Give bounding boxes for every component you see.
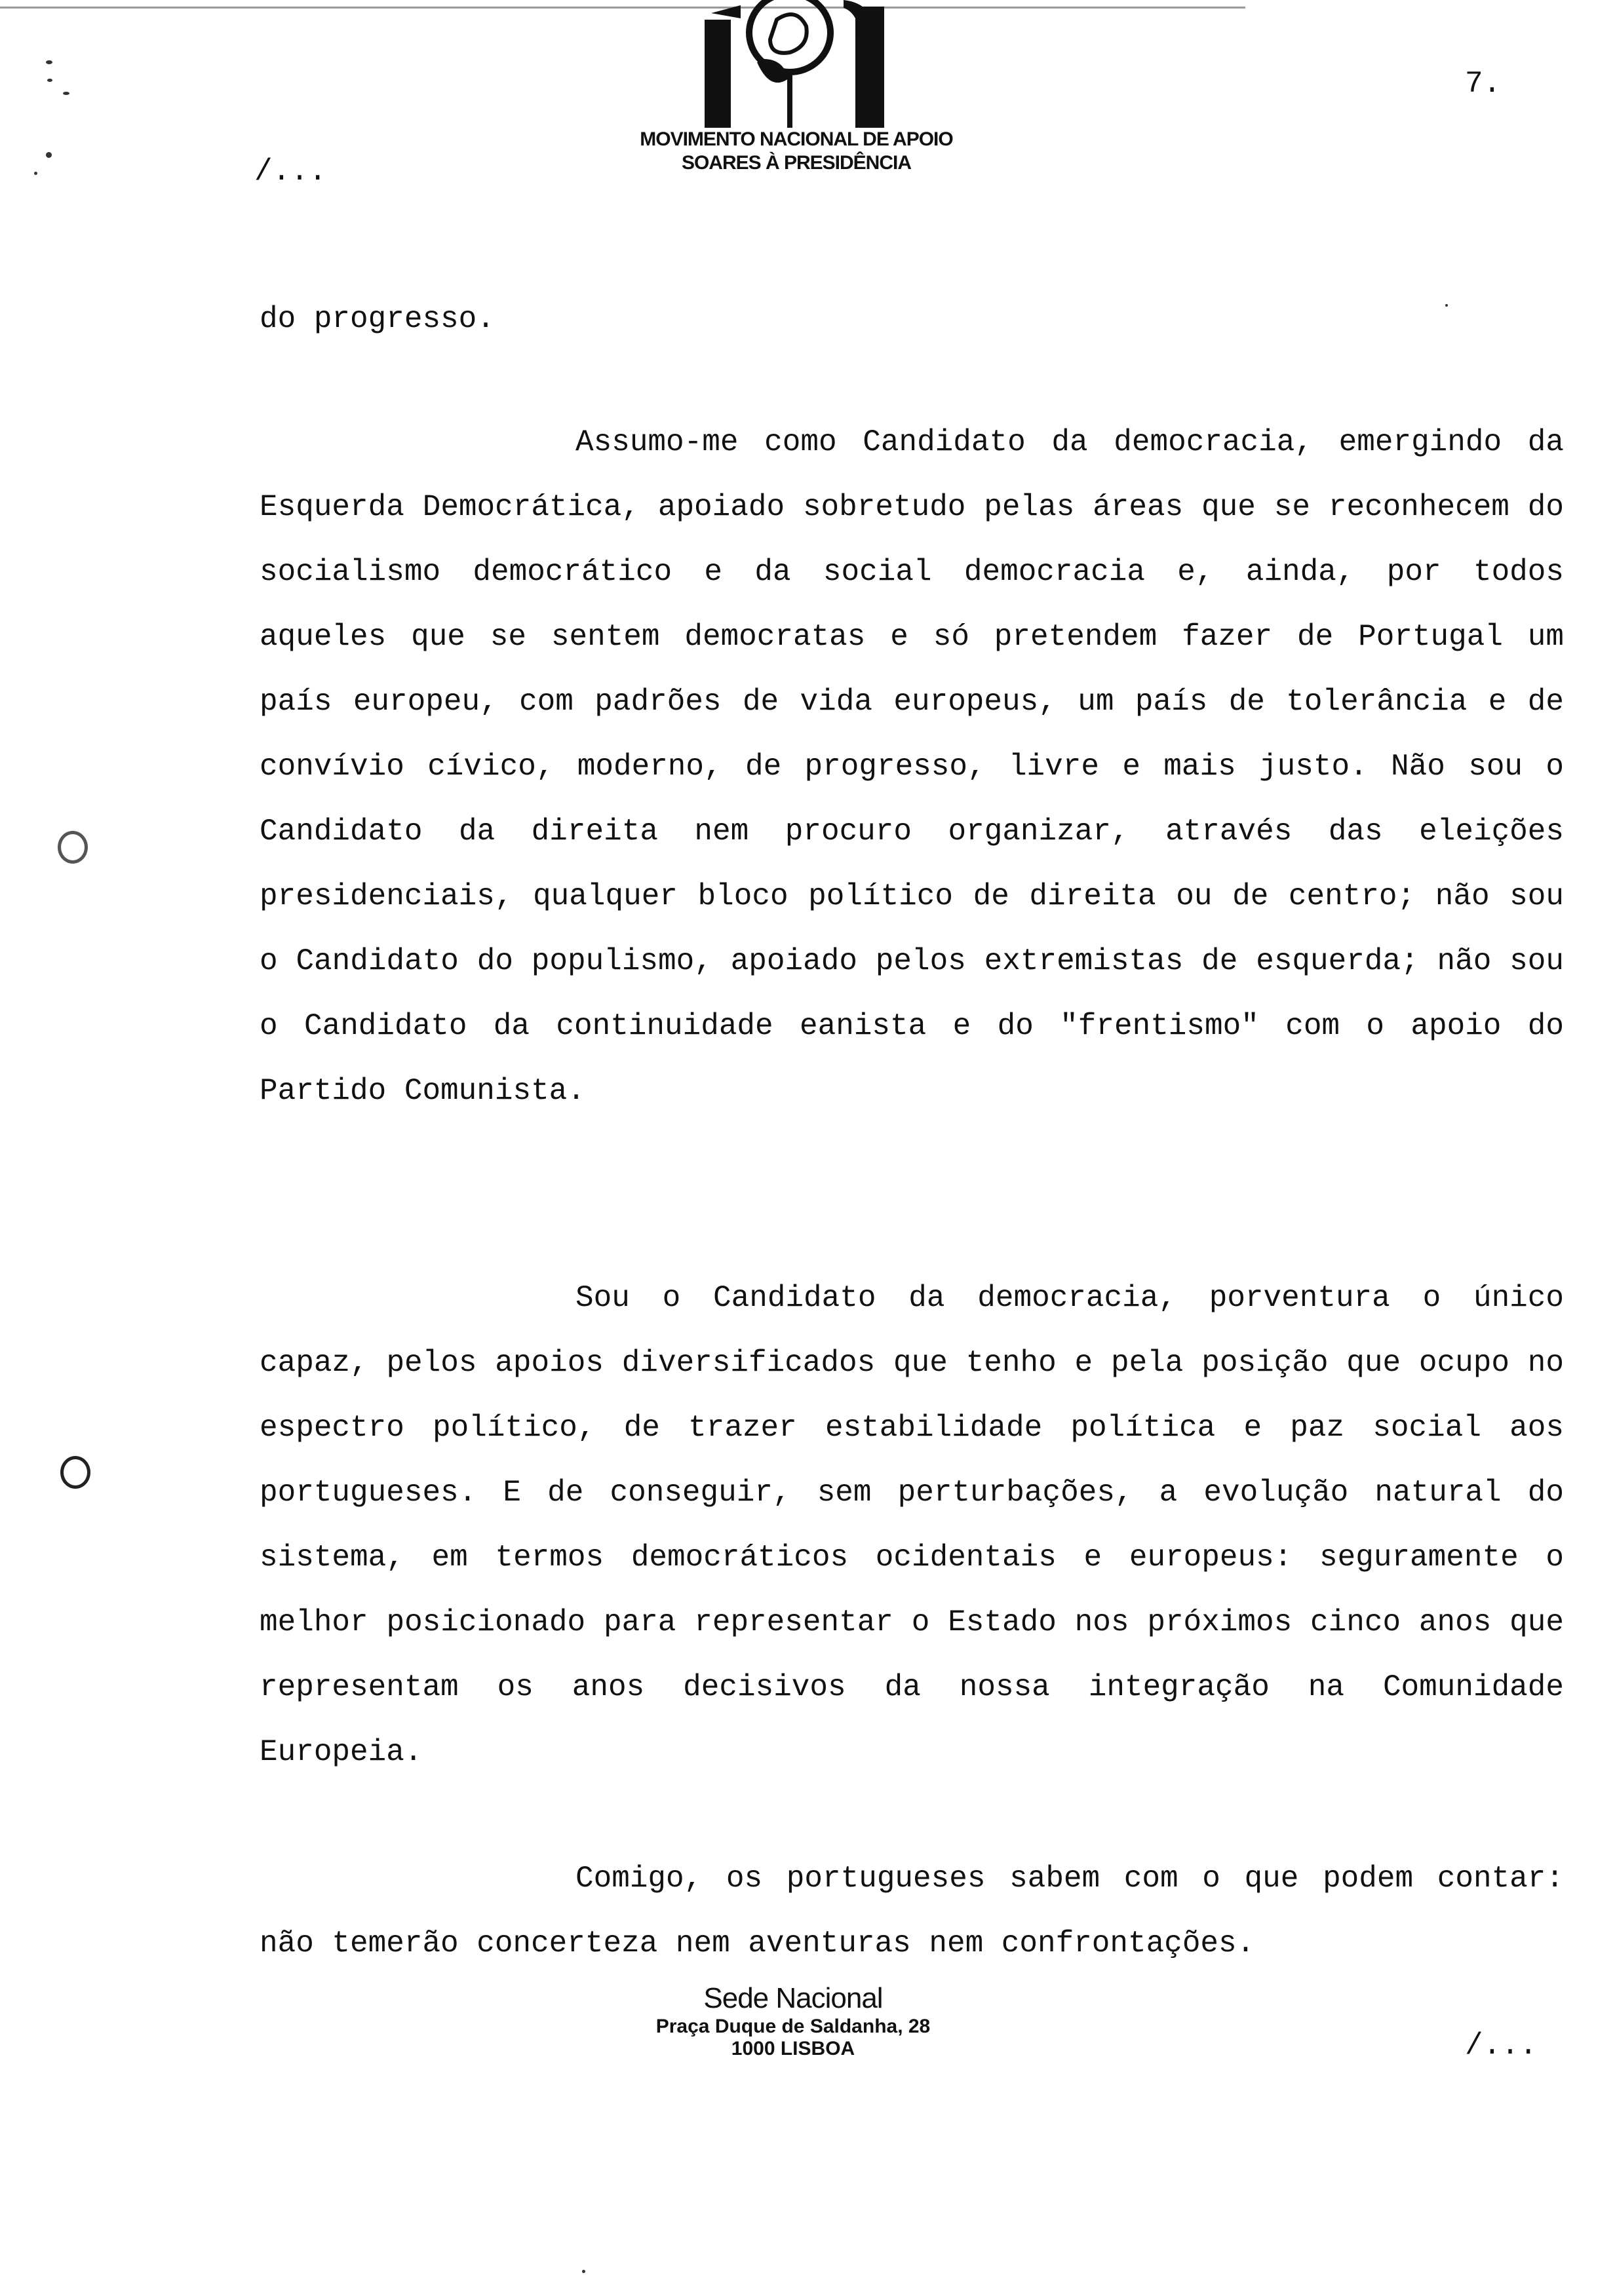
letterhead-logo xyxy=(639,0,954,177)
scan-speck xyxy=(582,2270,585,2273)
scan-speck xyxy=(34,172,37,175)
scan-speck xyxy=(1445,304,1448,307)
letterhead-subtitle: SOARES À PRESIDÊNCIA xyxy=(681,152,912,174)
footer-address-line-1: Praça Duque de Saldanha, 28 xyxy=(655,2016,931,2037)
letterhead-title: MOVIMENTO NACIONAL DE APOIO xyxy=(640,128,953,150)
scan-speck xyxy=(47,79,52,82)
paragraph-4 xyxy=(260,1846,1564,1976)
scan-top-rule xyxy=(0,7,1245,9)
paragraph-1 xyxy=(260,287,1564,352)
paragraph-1-text: do progresso. xyxy=(260,302,495,336)
punch-hole-icon xyxy=(60,1456,90,1489)
punch-hole-icon xyxy=(58,831,88,864)
continuation-mark-top: /... xyxy=(254,155,327,189)
page-number: 7. xyxy=(1465,67,1502,101)
movement-emblem-icon xyxy=(678,0,914,131)
scan-speck xyxy=(46,152,52,158)
footer-title: Sede Nacional xyxy=(703,1982,883,2014)
paragraph-3-text: Sou o Candidato da democracia, porventura o único capaz, pelos apoios diversificados que tenho e pela posição que ocupo no espectro político, de trazer estabilidade política e paz social aos portugueses. E de conseguir, sem perturbações, a evolução natural do sistema, em termos democráticos ocidentais e europeus: seguramente o melhor posicionado para representar o Estado nos próximos cinco anos que representam os anos decisivos da nossa integração na Comunidade Europeia. xyxy=(260,1281,1564,1769)
paragraph-3 xyxy=(260,1266,1564,1785)
scan-speck xyxy=(46,60,52,64)
paragraph-4-text: Comigo, os portugueses sabem com o que podem contar: não temerão concerteza nem aventuras nem confrontações. xyxy=(260,1862,1564,1961)
letterhead-footer xyxy=(616,1981,970,2060)
continuation-mark-bottom: /... xyxy=(1465,2029,1538,2063)
paragraph-2 xyxy=(260,410,1564,1124)
scan-speck xyxy=(63,92,69,95)
footer-address-line-2: 1000 LISBOA xyxy=(731,2038,855,2059)
paragraph-2-text: Assumo-me como Candidato da democracia, emergindo da Esquerda Democrática, apoiado sobretudo pelas áreas que se reconhecem do socialismo democrático e da social democracia e, ainda, por todos aqueles que se sentem democratas e só pretendem fazer de Portugal um país europeu, com padrões de vida europeus, um país de tolerância e de convívio cívico, moderno, de progresso, livre e mais justo. Não sou o Candidato da direita nem procuro organizar, através das eleições presidenciais, qualquer bloco político de direita ou de centro; não sou o Candidato do populismo, apoiado pelos extremistas de esquerda; não sou o Candidato da continuidade eanista e do "frentismo" com o apoio do Partido Comunista. xyxy=(260,425,1564,1108)
